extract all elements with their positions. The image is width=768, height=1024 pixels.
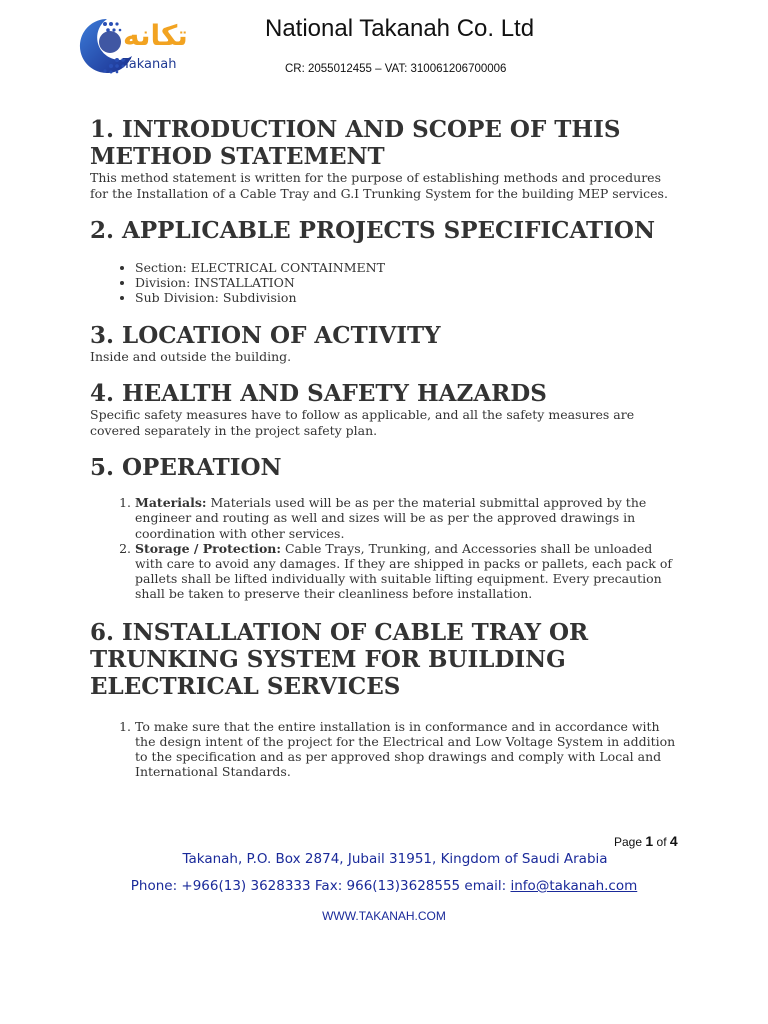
section-paragraph: Inside and outside the building. [90,348,292,364]
list-item: • Section: ELECTRICAL CONTAINMENT [135,260,680,275]
list-item: • Division: INSTALLATION [135,275,680,290]
page-header [0,0,768,95]
spec-list [90,260,680,306]
section-heading: 2. APPLICABLE PROJECTS SPECIFICATION [90,217,655,244]
section-paragraph: Specific safety measures have to follow as applicable, and all the safety measures are covered separately in the project safety plan. [90,407,635,438]
takanah-logo [77,16,217,78]
item-text: Cable Trays, Trunking, and Accessories shall be unloaded with care to avoid any damages. If they are shipped in packs or pallets, each pack of pallets shall be lifted individually with suitable lifting equipment. Every precaution shall be taken to preserve their cleanliness before installation. [135,540,672,602]
document-body [90,116,680,779]
operation-list [90,495,680,601]
website-link[interactable]: WWW.TAKANAH.COM [322,909,446,923]
list-item: 1. To make sure that the entire installation is in conformance and in accordance with the design intent of the project for the Electrical and Low Voltage System in addition to the specification and as per approved shop drawings and comply with Local and International Standards. [135,719,680,780]
email-link[interactable]: info@takanah.com [510,878,638,894]
logo-arabic-text: تكانه [123,19,188,52]
section-paragraph: This method statement is written for the purpose of establishing methods and procedures for the Installation of a Cable Tray and G.I Trunking System for the building MEP services. [90,170,668,201]
section-heading: 3. LOCATION OF ACTIVITY [90,321,441,349]
list-item [135,541,680,602]
footer-contact [0,878,768,894]
of-word: of [656,835,667,849]
list-item: • Sub Division: Subdivision [135,290,680,305]
section-heading: 4. HEALTH AND SAFETY HAZARDS [90,380,547,408]
company-name: National Takanah Co. Ltd [265,15,535,42]
cr-vat-line: CR: 2055012455 – VAT: 310061206700006 [285,63,507,75]
section-heading: 1. INTRODUCTION AND SCOPE OF THIS METHOD STATEMENT [90,116,621,170]
page-word: Page [614,835,643,849]
page-current: 1 [645,833,654,849]
item-label: Storage / Protection: [135,540,282,556]
section-heading: 5. OPERATION [90,454,282,482]
logo-wordmark: Takanah [123,57,177,72]
footer-address: Takanah, P.O. Box 2874, Jubail 31951, Kingdom of Saudi Arabia [182,851,608,867]
phone-fax-text: Phone: +966(13) 3628333 Fax: 966(13)3628555 email: [130,878,511,894]
item-text: Materials used will be as per the material submittal approved by the engineer and routing as well and sizes will be as per the approved drawings in coordination with other services. [135,495,647,541]
list-item [135,495,680,541]
item-label: Materials: [135,495,207,511]
page-total: 4 [669,833,678,849]
section-heading: 6. INSTALLATION OF CABLE TRAY OR TRUNKING SYSTEM FOR BUILDING ELECTRICAL SERVICES [90,618,589,700]
page-number [614,833,678,849]
installation-list [90,719,680,780]
